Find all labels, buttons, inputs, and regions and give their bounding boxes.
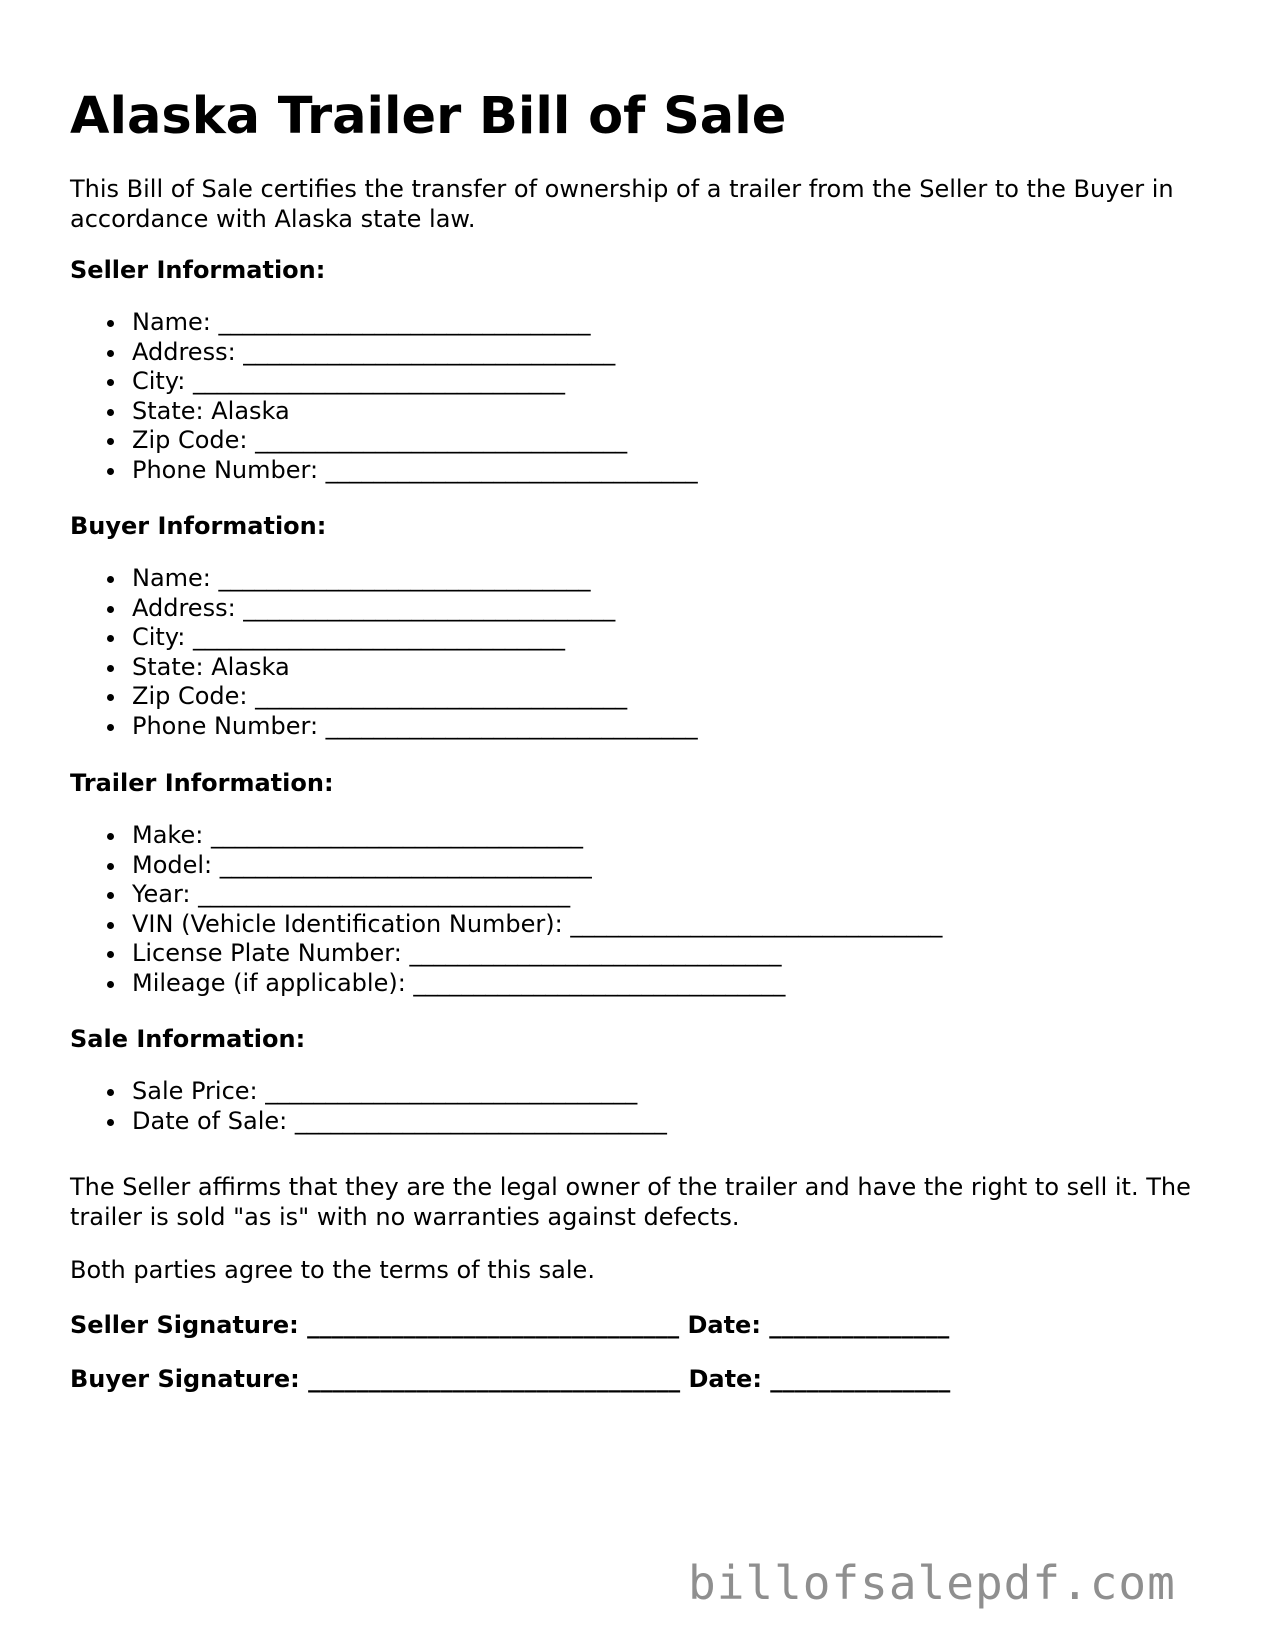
seller-zip-field[interactable]: Zip Code: _______________________________	[70, 426, 698, 456]
trailer-year-field[interactable]: Year: _______________________________	[70, 880, 942, 910]
buyer-address-field[interactable]: Address: _______________________________	[70, 594, 698, 624]
buyer-signature-row	[70, 1364, 950, 1394]
buyer-zip-field[interactable]: Zip Code: _______________________________	[70, 682, 698, 712]
affirmation-paragraph: The Seller affirms that they are the legal owner of the trailer and have the right to sell it. The trailer is sold "as is" with no warranties against defects.	[70, 1173, 1191, 1231]
trailer-make-field[interactable]: Make: _______________________________	[70, 821, 942, 851]
seller-name-field[interactable]: Name: _______________________________	[70, 308, 698, 338]
seller-signature-field[interactable]: Seller Signature: _______________________________	[70, 1311, 680, 1339]
sale-price-field[interactable]: Sale Price: _______________________________	[70, 1077, 667, 1107]
sale-fields-list	[70, 1077, 667, 1136]
sale-section-heading: Sale Information:	[70, 1025, 306, 1053]
seller-section-heading: Seller Information:	[70, 256, 326, 284]
seller-phone-field[interactable]: Phone Number: _______________________________	[70, 456, 698, 486]
intro-paragraph: This Bill of Sale certifies the transfer of ownership of a trailer from the Seller to the Buyer in accordance with Alaska state law.	[70, 175, 1174, 233]
buyer-signature-date-field[interactable]: Date: _______________	[688, 1365, 951, 1393]
seller-city-field[interactable]: City: _______________________________	[70, 367, 698, 397]
buyer-name-field[interactable]: Name: _______________________________	[70, 564, 698, 594]
buyer-state-field: State: Alaska	[70, 653, 698, 683]
seller-fields-list	[70, 308, 698, 486]
seller-address-field[interactable]: Address: _______________________________	[70, 338, 698, 368]
trailer-vin-field[interactable]: VIN (Vehicle Identification Number): _______________________________	[70, 910, 942, 940]
sale-date-field[interactable]: Date of Sale: _______________________________	[70, 1107, 667, 1137]
trailer-model-field[interactable]: Model: _______________________________	[70, 851, 942, 881]
buyer-fields-list	[70, 564, 698, 742]
trailer-mileage-field[interactable]: Mileage (if applicable): _______________________________	[70, 969, 942, 999]
trailer-license-plate-field[interactable]: License Plate Number: _______________________________	[70, 939, 942, 969]
trailer-fields-list	[70, 821, 942, 999]
document-title: Alaska Trailer Bill of Sale	[70, 87, 787, 146]
buyer-city-field[interactable]: City: _______________________________	[70, 623, 698, 653]
seller-state-field: State: Alaska	[70, 397, 698, 427]
trailer-section-heading: Trailer Information:	[70, 769, 334, 797]
buyer-phone-field[interactable]: Phone Number: _______________________________	[70, 712, 698, 742]
buyer-signature-field[interactable]: Buyer Signature: _______________________________	[70, 1365, 681, 1393]
agreement-paragraph: Both parties agree to the terms of this sale.	[70, 1256, 595, 1284]
seller-signature-row	[70, 1310, 949, 1340]
buyer-section-heading: Buyer Information:	[70, 512, 327, 540]
site-watermark: billofsalepdf.com	[688, 1556, 1176, 1610]
seller-signature-date-field[interactable]: Date: _______________	[687, 1311, 950, 1339]
